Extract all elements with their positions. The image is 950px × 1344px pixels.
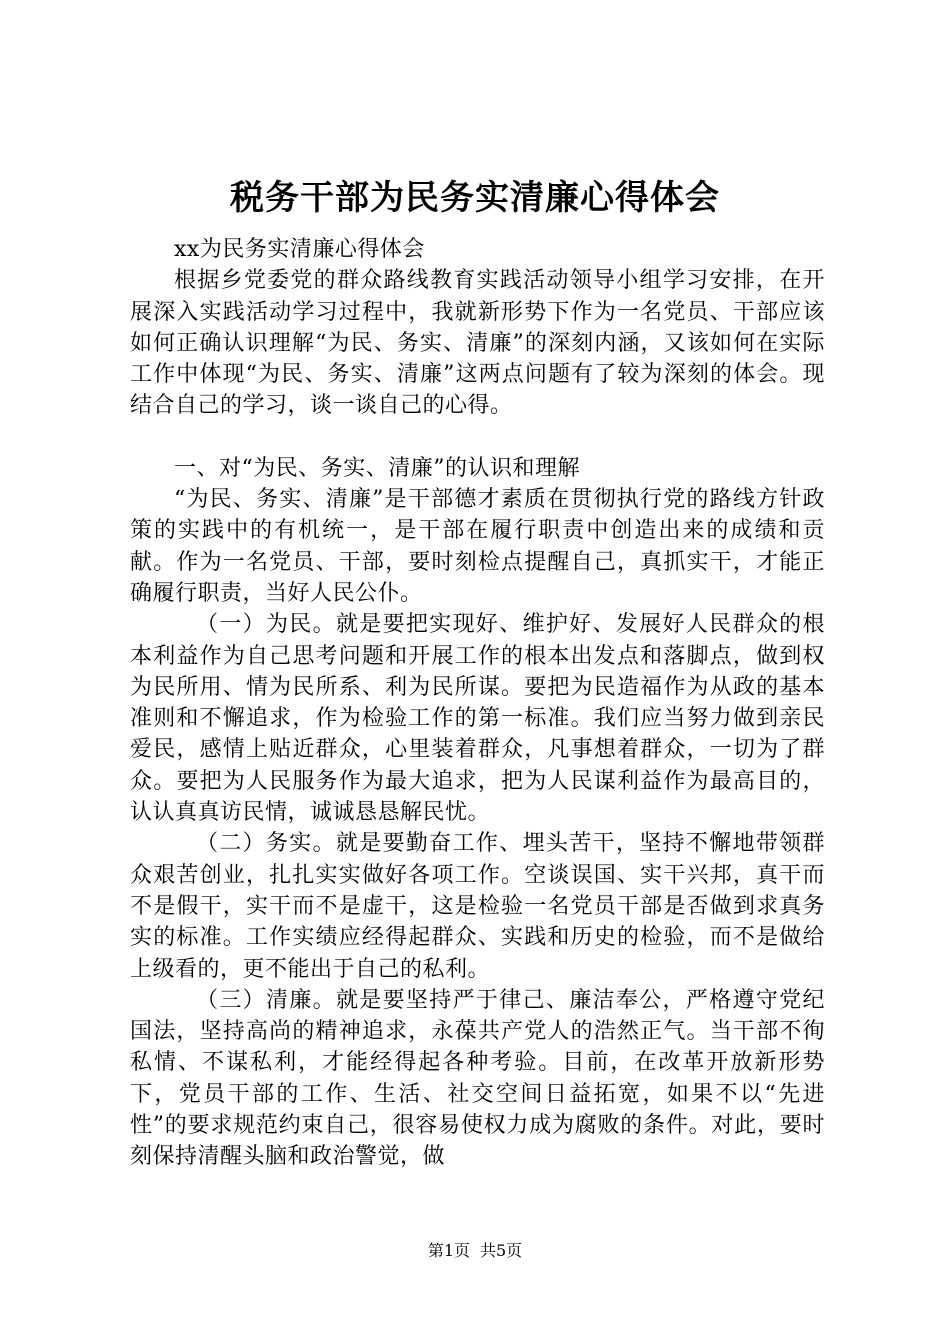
page-number: 第1页: [427, 1241, 470, 1260]
paragraph: 根据乡党委党的群众路线教育实践活动领导小组学习安排，在开展深入实践活动学习过程中，我就新形势下作为一名党员、干部应该如何正确认识理解“为民、务实、清廉”的深刻内涵，又该如何在实际工作中体现“为民、务实、清廉”这两点问题有了较为深刻的体会。现结合自己的学习，谈一谈自己的心得。: [130, 268, 825, 419]
paragraph: （二）务实。就是要勤奋工作、埋头苦干，坚持不懈地带领群众艰苦创业，扎扎实实做好各项工作。空谈误国、实干兴邦，真干而不是假干，实干而不是虚干，这是检验一名党员干部是否做到求真务实的标准。工作实绩应经得起群众、实践和历史的检验，而不是做给上级看的，更不能出于自己的私利。: [130, 831, 825, 982]
page-footer: [0, 1241, 950, 1261]
paragraph: （一）为民。就是要把实现好、维护好、发展好人民群众的根本利益作为自己思考问题和开展工作的根本出发点和落脚点，做到权为民所用、情为民所系、利为民所谋。要把为民造福作为从政的基本准则和不懈追求，作为检验工作的第一标准。我们应当努力做到亲民爱民，感情上贴近群众，心里装着群众，凡事想着群众，一切为了群众。要把为人民服务作为最大追求，把为人民谋利益作为最高目的，认认真真访民情，诚诚恳恳解民忧。: [130, 612, 825, 826]
section-heading: 一、对“为民、务实、清廉”的认识和理解: [174, 455, 580, 481]
page-total: 共5页: [480, 1241, 523, 1260]
paragraph: （三）清廉。就是要坚持严于律己、廉洁奉公，严格遵守党纪国法，坚持高尚的精神追求，永葆共产党人的浩然正气。当干部不徇私情、不谋私利，才能经得起各种考验。目前，在改革开放新形势下，党员干部的工作、生活、社交空间日益拓宽，如果不以“先进性”的要求规范约束自己，很容易使权力成为腐败的条件。对此，要时刻保持清醒头脑和政治警觉，做: [130, 987, 825, 1170]
paragraph: “为民、务实、清廉”是干部德才素质在贯彻执行党的路线方针政策的实践中的有机统一，是干部在履行职责中创造出来的成绩和贡献。作为一名党员、干部，要时刻检点提醒自己，真抓实干，才能正确履行职责，当好人民公仆。: [130, 487, 825, 606]
document-body: [130, 234, 825, 1173]
document-subtitle: xx为民务实清廉心得体会: [174, 237, 425, 262]
document-title: 税务干部为民务实清廉心得体会: [230, 178, 720, 218]
